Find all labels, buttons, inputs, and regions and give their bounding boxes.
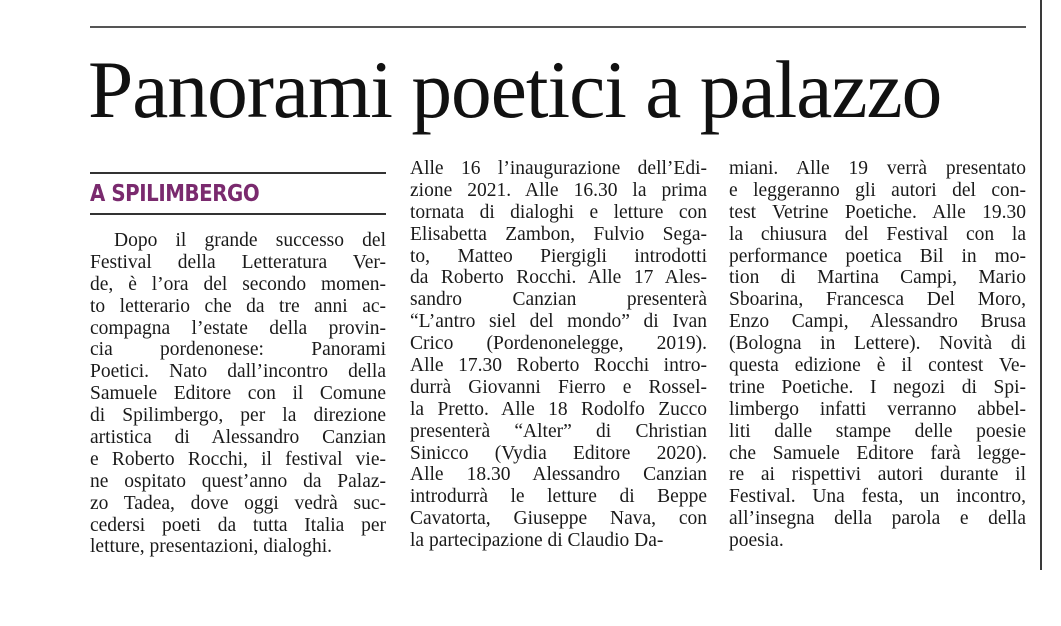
text-line: la Pretto. Alle 18 Rodolfo Zucco [410,398,707,420]
text-line: miani. Alle 19 verrà presentato [729,158,1026,179]
text-line: limbergo infatti verranno abbel- [729,398,1026,420]
text-line: Samuele Editore con il Comune [90,383,386,405]
text-line: re ai rispettivi autori durante il [729,464,1026,486]
article-headline: Panorami poetici a palazzo [88,44,942,135]
text-line: liti dalle stampe delle poesie [729,420,1026,442]
article-kicker: A SPILIMBERGO [90,181,260,207]
text-line: che Samuele Editore farà legge- [729,442,1026,464]
text-line: di Spilimbergo, per la direzione [90,405,386,427]
text-line: Festival. Una festa, un incontro, [729,486,1026,508]
text-line: cia pordenonese: Panorami [90,339,386,361]
text-line: da Roberto Rocchi. Alle 17 Ales- [410,267,707,289]
text-line: performance poetica Bil in mo- [729,245,1026,267]
text-line: tion di Martina Campi, Mario [729,267,1026,289]
text-line: “L’antro siel del mondo” di Ivan [410,311,707,333]
text-line: Poetici. Nato dall’incontro della [90,361,386,383]
text-line: Sinicco (Vydia Editore 2020). [410,442,707,464]
text-line: e leggeranno gli autori del con- [729,179,1026,201]
text-line: poesia. [729,530,784,552]
text-line: de, è l’ora del secondo momen- [90,273,386,295]
text-line: Sboarina, Francesca Del Moro, [729,289,1026,311]
text-line: questa edizione è il contest Ve- [729,355,1026,377]
text-line: sandro Canzian presenterà [410,289,707,311]
text-line: cedersi poeti da tutta Italia per [90,514,386,536]
text-line: Cavatorta, Giuseppe Nava, con [410,508,707,530]
text-line: zione 2021. Alle 16.30 la prima [410,179,707,201]
text-line: Elisabetta Zambon, Fulvio Sega- [410,223,707,245]
text-line: Crico (Pordenonelegge, 2019). [410,333,707,355]
text-line: all’insegna della parola e della [729,508,1026,530]
text-line: presenterà “Alter” di Christian [410,420,707,442]
text-line: e Roberto Rocchi, il festival vie- [90,448,386,470]
text-column-2 [410,158,707,552]
text-line: Alle 18.30 Alessandro Canzian [410,464,707,486]
text-line: la partecipazione di Claudio Da- [410,530,664,552]
page-edge-rule [1040,0,1042,570]
text-line: test Vetrine Poetiche. Alle 19.30 [729,201,1026,223]
text-line: ne ospitato quest’anno da Palaz- [90,470,386,492]
top-rule [90,26,1026,28]
text-line: Alle 16 l’inaugurazione dell’Edi- [410,158,707,179]
text-line: introdurrà le letture di Beppe [410,486,707,508]
text-line: letture, presentazioni, dialoghi. [90,536,333,558]
text-line: Festival della Letteratura Ver- [90,251,386,273]
text-column-3 [729,158,1026,552]
text-line: compagna l’estate della provin- [90,317,386,339]
kicker-rule-top [90,172,386,174]
text-line: Enzo Campi, Alessandro Brusa [729,311,1026,333]
text-line: zo Tadea, dove oggi vedrà suc- [90,492,386,514]
text-line: to letterario che da tre anni ac- [90,295,386,317]
text-line: tornata di dialoghi e letture con [410,201,707,223]
text-line: to, Matteo Piergigli introdotti [410,245,707,267]
text-column-1 [90,230,386,558]
text-line: Alle 17.30 Roberto Rocchi intro- [410,355,707,377]
text-line: trine Poetiche. I negozi di Spi- [729,376,1026,398]
text-line: artistica di Alessandro Canzian [90,427,386,449]
text-line: la chiusura del Festival con la [729,223,1026,245]
text-line: durrà Giovanni Fierro e Rossel- [410,376,707,398]
text-line: Dopo il grande successo del [114,230,386,251]
kicker-rule-bottom [90,213,386,215]
text-line: (Bologna in Lettere). Novità di [729,333,1026,355]
